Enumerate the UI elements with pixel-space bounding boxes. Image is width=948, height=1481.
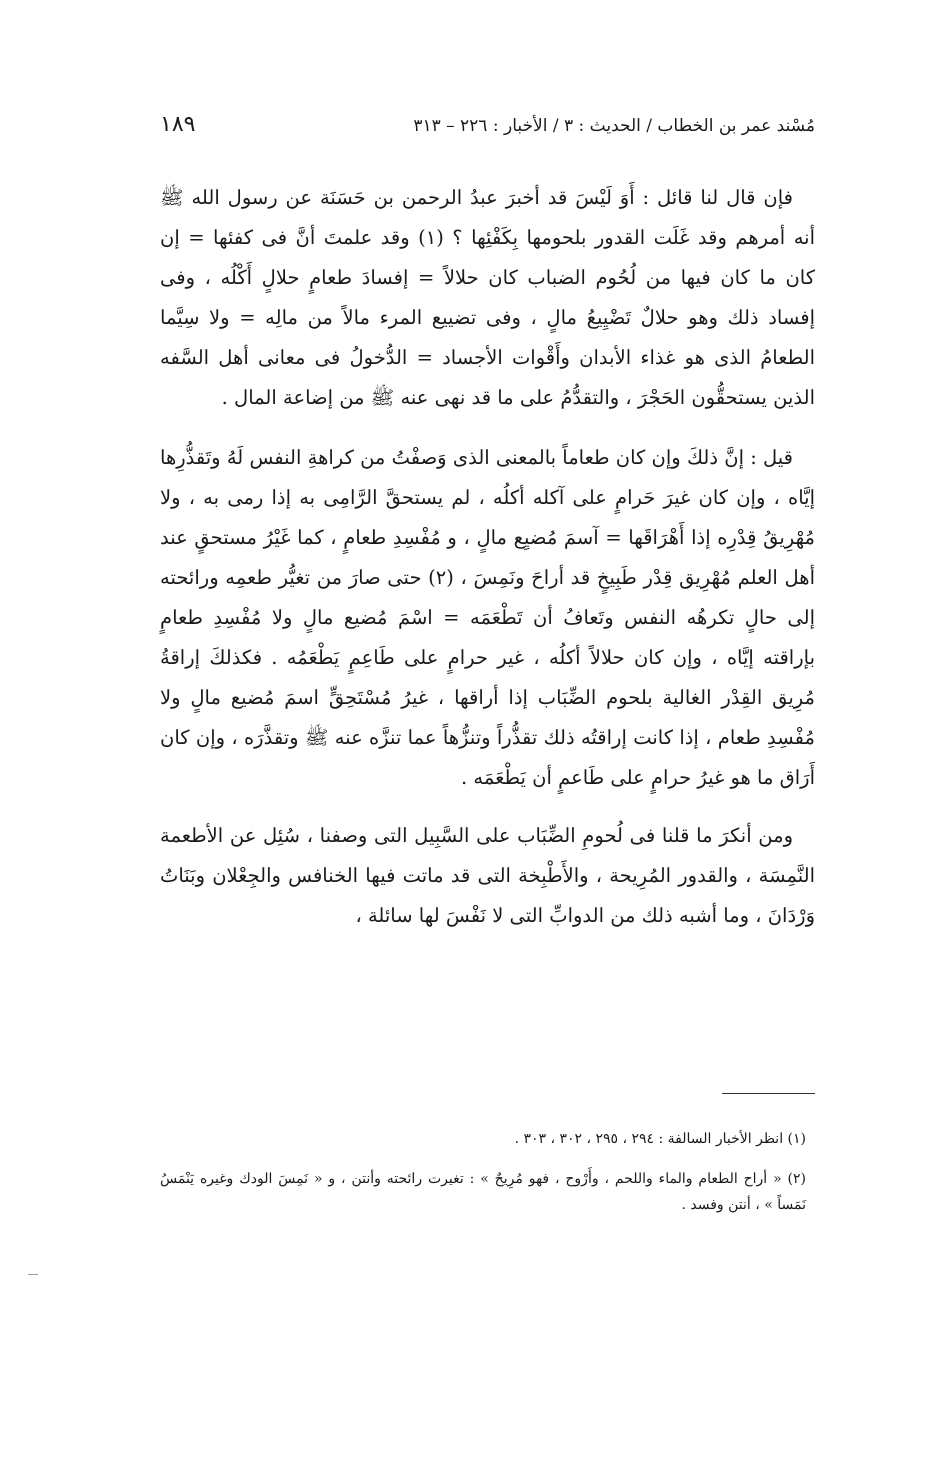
footnote-2: (٢) « أراح الطعام والماء واللحم ، وأَرْوح ، فهو مُرِيحٌ » : تغيرت رائحته وأنتن ، و « نَمِسَ الودك وغيره يَنْمَسُ نَمَساً » ، أنتن وفسد . — [160, 1171, 806, 1213]
footnote-divider — [722, 1093, 815, 1094]
running-header-title: مُسْند عمر بن الخطاب / الحديث : ٣ / الأخبار : ٢٢٦ – ٣١٣ — [413, 116, 815, 136]
running-header — [160, 112, 815, 146]
main-text — [160, 178, 815, 936]
paragraph-2: قيل : إنَّ ذلكَ وإن كان طعاماً بالمعنى الذى وَصفْتُ من كراهةِ النفس لَهُ وتَقذُّرِها إيَّاه ، وإن كان غيرَ حَرامٍ على آكله أكلُه ، لم يستحقَّ الرَّامِى به إذا رمى به ، ولا مُهْرِيقُ قِدْرِه إذا أَهْرَاقَها = آسمَ مُضيِع مالٍ ، و مُفْسِدِ طعامٍ ، كما غَيْرُ مستحقٍ عند أهل العلم مُهْرِيق قِدْر طَبِيخٍ قد أراحَ ونَمِسَ ، (٢) حتى صارَ من تغيُّر طعمِه ورائحته إلى حالٍ تكرهُه النفس وتَعافُ أن تَطْعَمَه = اسْمَ مُضيع مالٍ ولا مُفْسِدِ طعامٍ بإراقته إيَّاه ، وإن كان حلالاً أكلُه ، غير حرامٍ على طَاعِمٍ يَطْعَمُه . فكذلكَ إراقةُ مُرِيق القِدْر الغالية بلحوم الضِّبَاب إذا أراقها ، غيرُ مُسْتَحِقٍّ اسمَ مُضيع مالٍ ولا مُفْسِدِ طعام ، إذا كانت إراقتُه ذلك تقذُّراً وتنزُّهاً عما تنزَّه عنه ﷺ وتقذَّرَه ، وإن كان أَرَاق ما هو غيرُ حرامٍ على طَاعمٍ أن يَطْعَمَه . — [160, 446, 815, 789]
paragraph-1: فإن قال لنا قائل : أَوَ لَيْسَ قد أخبرَ عبدُ الرحمن بن حَسَنَة عن رسول الله ﷺ أنه أمرهم وقد غَلَت القدور بلحومها بِكَفْئِها ؟ (١) وقد علمتَ أنَّ فى كفئها = إن كان ما كان فيها من لُحُوم الضباب كان حلالاً = إفسادَ طعامٍ حلالٍ أَكْلُه ، وفى إفساد ذلك وهو حلالٌ تَضْيِيعُ مالٍ ، وفى تضييع المرء مالاً من مالِه = ولا سِيَّما الطعامُ الذى هو غذاء الأبدان وأَقْوات الأجساد = الدُّخولُ فى معانى أهل السَّفه الذين يستحقُّون الحَجْرَ ، والتقدُّمُ على ما قد نهى عنه ﷺ من إضاعة المال . — [160, 186, 815, 409]
paragraph-3: ومن أنكرَ ما قلنا فى لُحومِ الضِّبَاب على السَّبِيل التى وصفنا ، سُئِل عن الأطعمة النَّمِسَة ، والقدور المُرِيحة ، والأَطْبِخة التى قد ماتت فيها الخنافس والجِعْلان وبَنَاتُ وَرْدَانَ ، وما أشبه ذلك من الدوابِّ التى لا نَفْسَ لها سائلة ، — [160, 824, 815, 927]
footnote-1: (١) انظر الأخبار السالفة : ٢٩٤ ، ٢٩٥ ، ٣٠٢ ، ٣٠٣ . — [514, 1131, 806, 1147]
margin-mark — [28, 1274, 38, 1275]
page-number: ١٨٩ — [160, 112, 196, 137]
footnotes — [160, 1126, 820, 1218]
